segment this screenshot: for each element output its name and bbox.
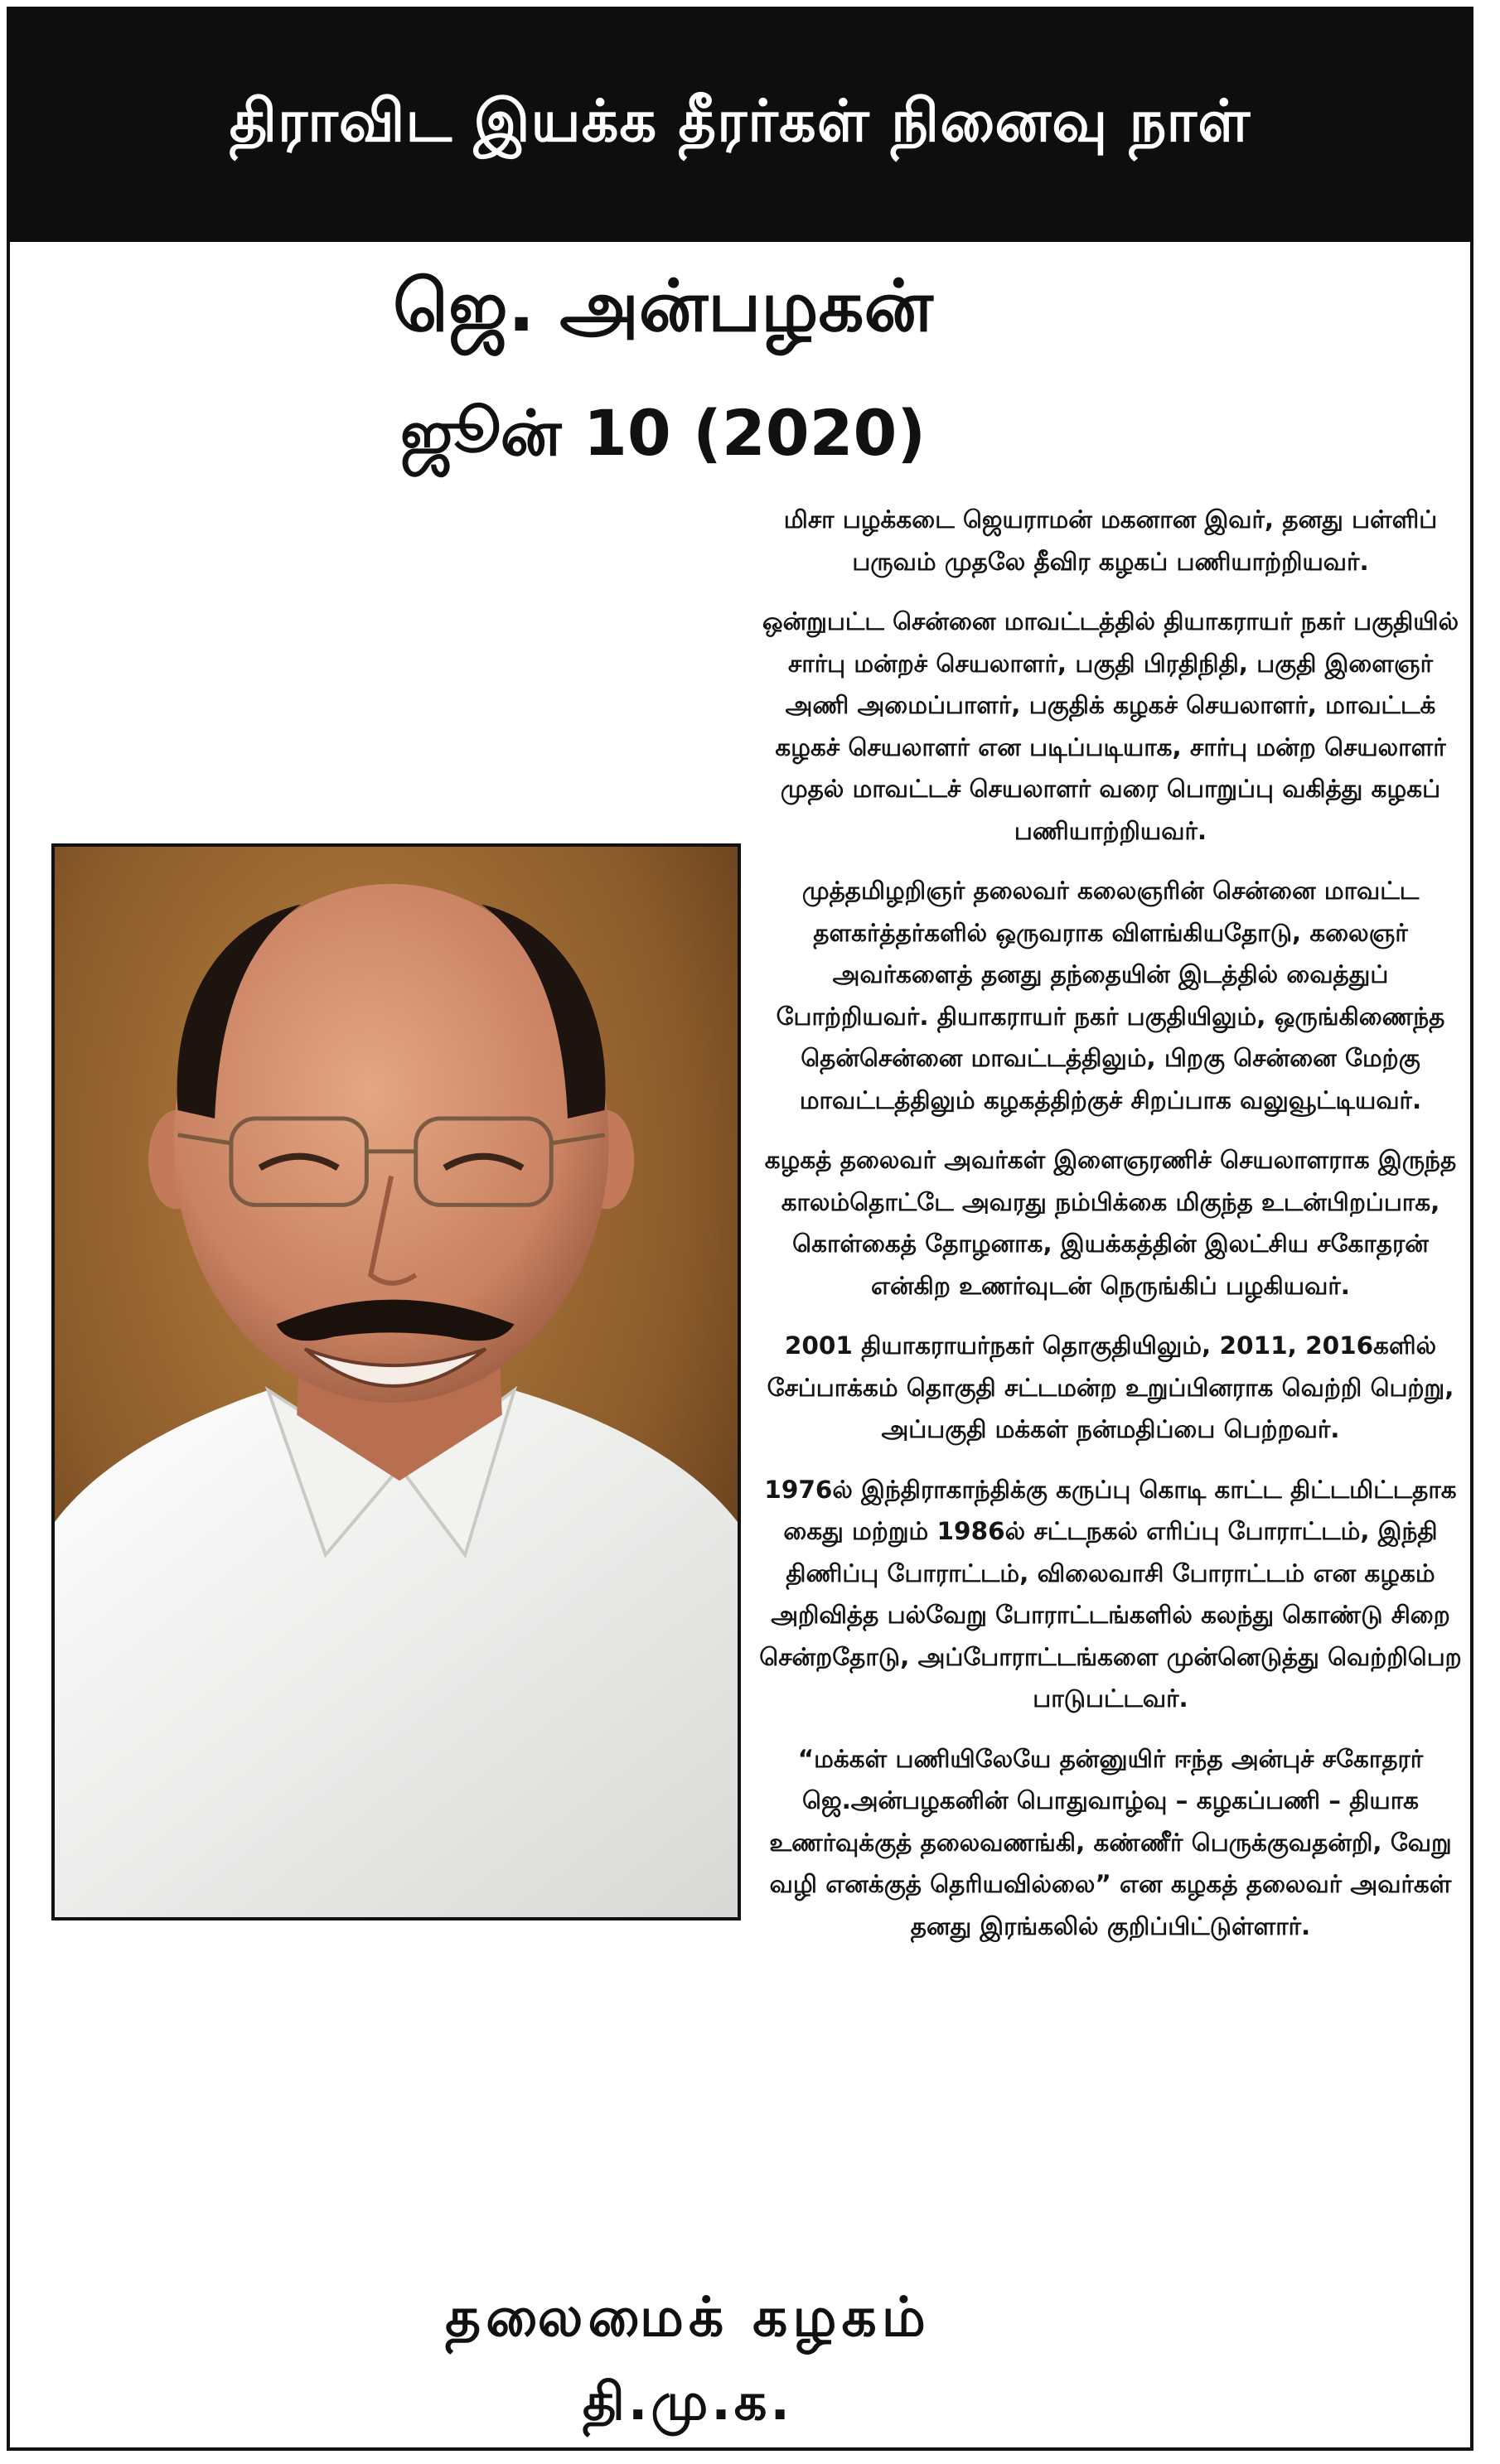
person-name: ஜெ. அன்பழகன் bbox=[393, 265, 933, 348]
bio-paragraph: 1976ல் இந்திராகாந்திக்கு கருப்பு கொடி காட்ட திட்டமிட்டதாக கைது மற்றும் 1986ல் சட்டநகல் எரிப்பு போராட்டம், இந்தி திணிப்பு போராட்டம், விலைவாசி போராட்டம் என கழகம் அறிவித்த பல்வேறு போராட்டங்களில் கலந்து கொண்டு சிறை சென்றதோடு, அப்போராட்டங்களை முன்னெடுத்து வெற்றிபெற பாடுபட்டவர். bbox=[759, 1475, 1462, 1713]
bio-paragraph: கழகத் தலைவர் அவர்கள் இளைஞரணிச் செயலாளராக இருந்த காலம்தொட்டே அவரது நம்பிக்கை மிகுந்த உடன்பிறப்பாக, கொள்கைத் தோழனாக, இயக்கத்தின் இலட்சிய சகோதரன் என்கிற உணர்வுடன் நெருங்கிப் பழகியவர். bbox=[764, 1146, 1457, 1300]
bio-paragraph: ஒன்றுபட்ட சென்னை மாவட்டத்தில் தியாகராயர் நகர் பகுதியில் சார்பு மன்றச் செயலாளர், பகுதி பிரதிநிதி, பகுதி இளைஞர் அணி அமைப்பாளர், பகுதிக் கழகச் செயலாளர், மாவட்டக் கழகச் செயலாளர் என படிப்படியாக, சார்பு மன்ற செயலாளர் முதல் மாவட்டச் செயலாளர் வரை பொறுப்பு வகித்து கழகப் பணியாற்றியவர். bbox=[762, 607, 1459, 845]
footer-organization: தலைமைக் கழகம் bbox=[445, 2285, 931, 2349]
portrait-photo bbox=[51, 843, 741, 1920]
header-title: திராவிட இயக்க தீரர்கள் நினைவு நாள் bbox=[229, 86, 1251, 155]
header-banner bbox=[7, 7, 1473, 242]
condolence-quote: “மக்கள் பணியிலேயே தன்னுயிர் ஈந்த அன்புச் சகோதரர் ஜெ.அன்பழகனின் பொதுவாழ்வு – கழகப்பணி – தியாக உணர்வுக்குத் தலைவணங்கி, கண்ணீர் பெருக்குவதன்றி, வேறு வழி எனக்குத் தெரியவில்லை” என கழகத் தலைவர் அவர்கள் தனது இரங்கலில் குறிப்பிட்டுள்ளார். bbox=[769, 1744, 1452, 1940]
memorial-date: ஜூன் 10 (2020) bbox=[399, 396, 927, 470]
footer-party-name: தி.மு.க. bbox=[583, 2371, 793, 2432]
bio-paragraph: மிசா பழக்கடை ஜெயராமன் மகனான இவர், தனது பள்ளிப் பருவம் முதலே தீவிர கழகப் பணியாற்றியவர். bbox=[783, 505, 1438, 576]
bio-paragraph: 2001 தியாகராயர்நகர் தொகுதியிலும், 2011, 2016களில் சேப்பாக்கம் தொகுதி சட்டமன்ற உறுப்பினராக வெற்றி பெற்று, அப்பகுதி மக்கள் நன்மதிப்பை பெற்றவர். bbox=[767, 1331, 1454, 1443]
biography bbox=[754, 499, 1467, 1965]
portrait-illustration bbox=[55, 847, 738, 1917]
bio-paragraph: முத்தமிழறிஞர் தலைவர் கலைஞரின் சென்னை மாவட்ட தளகர்த்தர்களில் ஒருவராக விளங்கியதோடு, கலைஞர் அவர்களைத் தனது தந்தையின் இடத்தில் வைத்துப் போற்றியவர். தியாகராயர் நகர் பகுதியிலும், ஒருங்கிணைந்த தென்சென்னை மாவட்டத்திலும், பிறகு சென்னை மேற்கு மாவட்டத்திலும் கழகத்திற்குச் சிறப்பாக வலுவூட்டியவர். bbox=[776, 877, 1445, 1114]
